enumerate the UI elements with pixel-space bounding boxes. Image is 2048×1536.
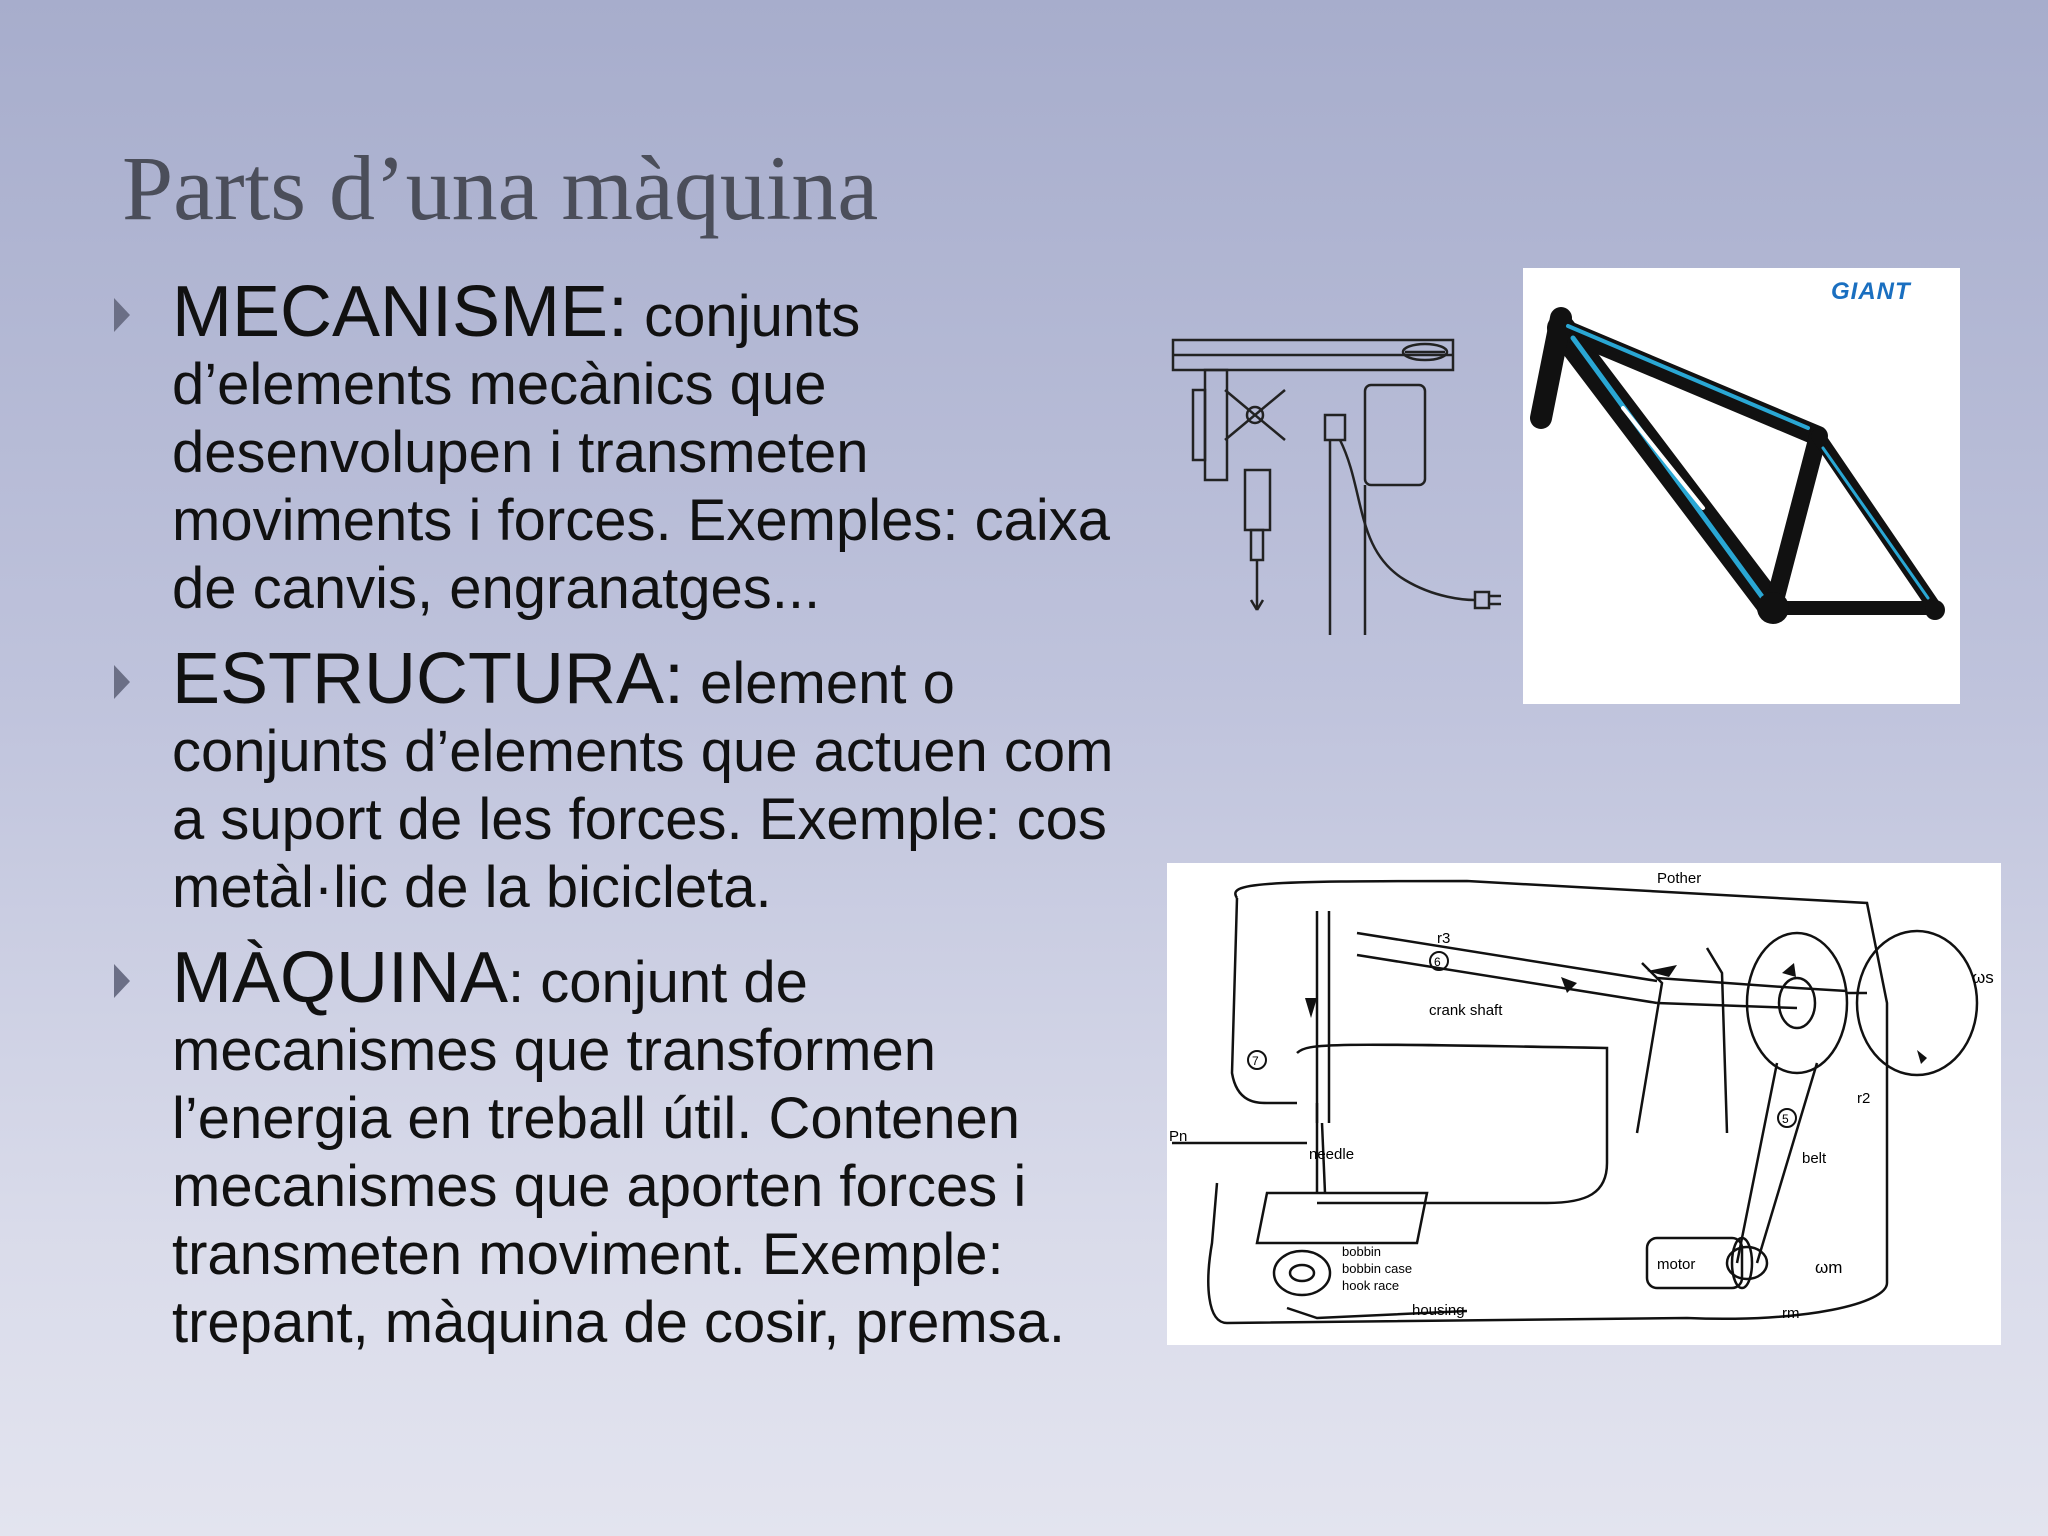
bullet-colon: : [508,950,525,1015]
bullet-colon: : [608,272,629,352]
bullet-list [112,272,1122,1379]
label-r3: r3 [1437,930,1451,947]
bullet-description: conjunt de mecanismes que transformen l’energia en treball útil. Contenen mecanismes que aporten forces i transmeten moviment. Exemple: trepant, màquina de cosir, premsa. [172,950,1066,1355]
label-motor: motor [1657,1256,1696,1273]
label-needle: needle [1309,1146,1355,1163]
bullet-description: conjunts d’elements mecànics que desenvolupen i transmeten moviments i forces. Exemples: caixa de canvis, engranatges... [172,284,1110,621]
label-rm: rm [1782,1305,1800,1322]
label-6: 6 [1434,955,1441,969]
bullet-text [172,639,1122,922]
label-belt: belt [1802,1150,1827,1167]
bullet-estructura [112,639,1122,922]
label-7: 7 [1252,1054,1259,1068]
bike-frame-image [1523,268,1960,704]
label-crank-shaft: crank shaft [1429,1002,1503,1019]
bullet-term: ESTRUCTURA [172,639,665,719]
label-housing: housing [1412,1302,1465,1319]
label-hook-race: hook race [1342,1278,1400,1293]
bullet-arrow-icon [114,964,130,998]
bullet-description: element o conjunts d’elements que actuen com a suport de les forces. Exemple: cos metàl·lic de la bicicleta. [172,651,1114,920]
bullet-text [172,272,1122,623]
bullet-arrow-icon [114,298,130,332]
label-omega-s: ωs [1972,968,1994,987]
label-r2: r2 [1857,1090,1871,1107]
label-5: 5 [1782,1112,1789,1126]
label-pn: Pn [1169,1128,1188,1145]
bullet-arrow-icon [114,665,130,699]
slide-title: Parts d’una màquina [122,137,879,239]
bullet-mecanisme [112,272,1122,623]
bullet-colon: : [664,639,685,719]
sewing-machine-diagram [1167,863,2001,1345]
bullet-maquina [112,938,1122,1357]
bullet-text [172,938,1122,1357]
label-bobbin: bobbin [1342,1244,1382,1259]
label-p-other: Pother [1657,870,1702,887]
label-omega-m: ωm [1815,1258,1843,1277]
bullet-term: MECANISME [172,272,609,352]
label-bobbin-case: bobbin case [1342,1261,1413,1276]
drill-press-image [1165,330,1515,640]
bullet-term: MÀQUINA [172,938,509,1018]
bike-brand-logo: GIANT [1831,278,1911,305]
